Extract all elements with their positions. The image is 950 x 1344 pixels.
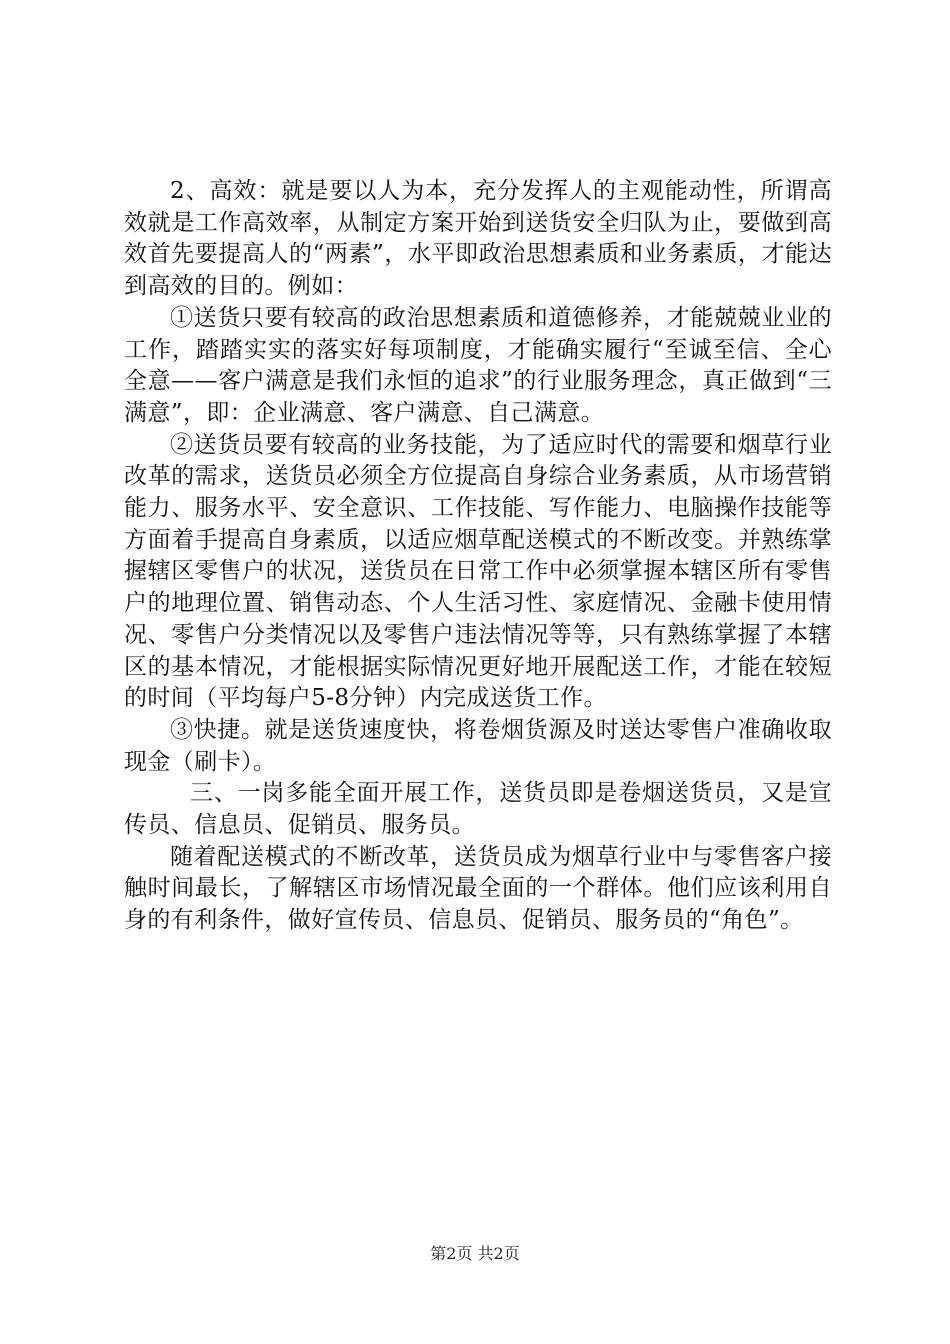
paragraph-section-3: 三、一岗多能全面开展工作，送货员即是卷烟送货员，又是宣传员、信息员、促销员、服务员。 xyxy=(124,780,832,839)
page-footer: 第2页 共2页 xyxy=(430,1244,520,1263)
paragraph-item-2: ②送货员要有较高的业务技能，为了适应时代的需要和烟草行业改革的需求，送货员必须全方位提高自身综合业务素质，从市场营销能力、服务水平、安全意识、工作技能、写作能力、电脑操作技能等方面着手提高自身素质，以适应烟草配送模式的不断改变。并熟练掌握辖区零售户的状况，送货员在日常工作中必须掌握本辖区所有零售户的地理位置、销售动态、个人生活习性、家庭情况、金融卡使用情况、零售户分类情况以及零售户违法情况等等，只有熟练掌握了本辖区的基本情况，才能根据实际情况更好地开展配送工作，才能在较短的时间（平均每户5-8分钟）内完成送货工作。 xyxy=(124,431,832,712)
paragraph-conclusion: 随着配送模式的不断改革，送货员成为烟草行业中与零售客户接触时间最长，了解辖区市场情况最全面的一个群体。他们应该利用自身的有利条件，做好宣传员、信息员、促销员、服务员的“角色”。 xyxy=(124,843,832,934)
document-body xyxy=(124,176,832,937)
paragraph-item-3: ③快捷。就是送货速度快，将卷烟货源及时送达零售户准确收取现金（刷卡）。 xyxy=(124,716,832,775)
paragraph-item-1: ①送货只要有较高的政治思想素质和道德修养，才能兢兢业业的工作，踏踏实实的落实好每项制度，才能确实履行“至诚至信、全心全意——客户满意是我们永恒的追求”的行业服务理念，真正做到“三满意”，即：企业满意、客户满意、自己满意。 xyxy=(124,304,832,426)
paragraph-efficiency: 2、高效：就是要以人为本，充分发挥人的主观能动性，所谓高效就是工作高效率，从制定方案开始到送货安全归队为止，要做到高效首先要提高人的“两素”，水平即政治思想素质和业务素质，才能达到高效的目的。例如： xyxy=(124,178,832,300)
